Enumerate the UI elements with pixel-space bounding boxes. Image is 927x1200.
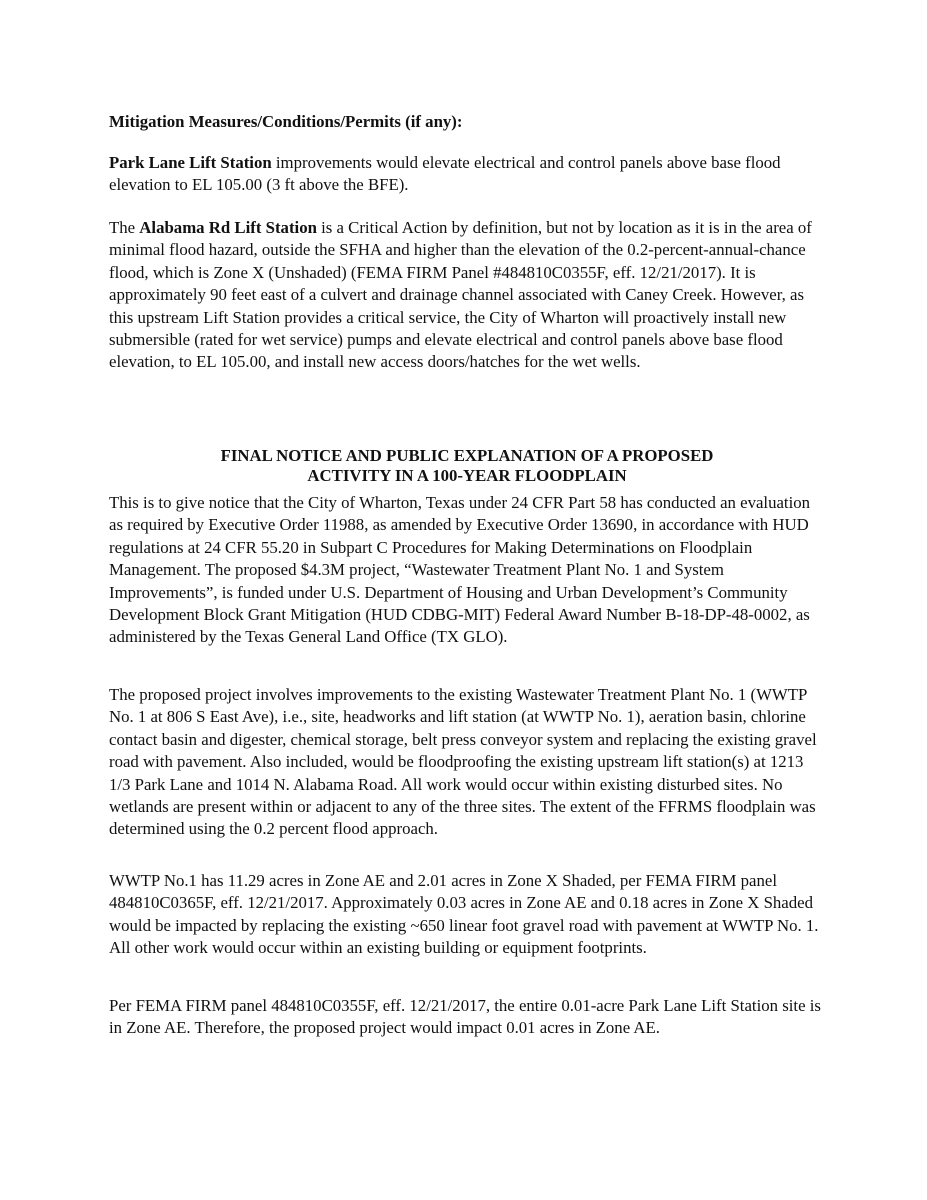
notice-paragraph: This is to give notice that the City of Wharton, Texas under 24 CFR Part 58 has conducted an evaluation as required by Executive Order 11988, as amended by Executive Order 13690, in accordance with HUD regulations at 24 CFR 55.20 in Subpart C Procedures for Making Determinations on Floodplain Management. The proposed $4.3M project, “Wastewater Treatment Plant No. 1 and System Improvements”, is funded under U.S. Department of Housing and Urban Development’s Community Development Block Grant Mitigation (HUD CDBG-MIT) Federal Award Number B-18-DP-48-0002, as administered by the Texas General Land Office (TX GLO). [109,493,811,647]
alabama-pre: The [109,218,140,237]
park-lane-text: improvements would elevate electrical and control panels above base flood elevation to EL 105.00 (3 ft above the BFE). [109,153,781,195]
mitigation-heading: Mitigation Measures/Conditions/Permits (if any): [109,112,463,131]
project-description-paragraph: The proposed project involves improvements to the existing Wastewater Treatment Plant No. 1 (WWTP No. 1 at 806 S East Ave), i.e., site, headworks and lift station (at WWTP No. 1), aeration basin, chlorine contact basin and digester, chemical storage, belt press conveyor system and replacing the existing gravel road with pavement. Also included, would be floodproofing the existing upstream lift station(s) at 1213 1/3 Park Lane and 1014 N. Alabama Road. All work would occur within existing disturbed sites. No wetlands are present within or adjacent to any of the three sites. The extent of the FFRMS floodplain was determined using the 0.2 percent flood approach. [109,685,817,839]
notice-title [109,446,825,486]
wwtp-zone-paragraph: WWTP No.1 has 11.29 acres in Zone AE and 2.01 acres in Zone X Shaded, per FEMA FIRM panel 484810C0365F, eff. 12/21/2017. Approximately 0.03 acres in Zone AE and 0.18 acres in Zone X Shaded would be impacted by replacing the existing ~650 linear foot gravel road with pavement at WWTP No. 1. All other work would occur within an existing building or equipment footprints. [109,871,819,958]
alabama-lead: Alabama Rd Lift Station [139,218,317,237]
park-lane-zone-paragraph: Per FEMA FIRM panel 484810C0355F, eff. 12/21/2017, the entire 0.01-acre Park Lane Lift Station site is in Zone AE. Therefore, the proposed project would impact 0.01 acres in Zone AE. [109,996,821,1038]
park-lane-lead: Park Lane Lift Station [109,153,272,172]
notice-title-line-1: FINAL NOTICE AND PUBLIC EXPLANATION OF A PROPOSED [220,446,714,465]
notice-title-line-2: ACTIVITY IN A 100-YEAR FLOODPLAIN [307,466,627,485]
alabama-paragraph [109,217,825,374]
park-lane-paragraph [109,152,825,197]
alabama-text: is a Critical Action by definition, but not by location as it is in the area of minimal flood hazard, outside the SFHA and higher than the elevation of the 0.2-percent-annual-chance flood, which is Zone X (Unshaded) (FEMA FIRM Panel #484810C0355F, eff. 12/21/2017). It is approximately 90 feet east of a culvert and drainage channel associated with Caney Creek. However, as this upstream Lift Station provides a critical service, the City of Wharton will proactively install new submersible (rated for wet service) pumps and elevate electrical and control panels above base flood elevation, to EL 105.00, and install new access doors/hatches for the wet wells. [109,218,812,372]
